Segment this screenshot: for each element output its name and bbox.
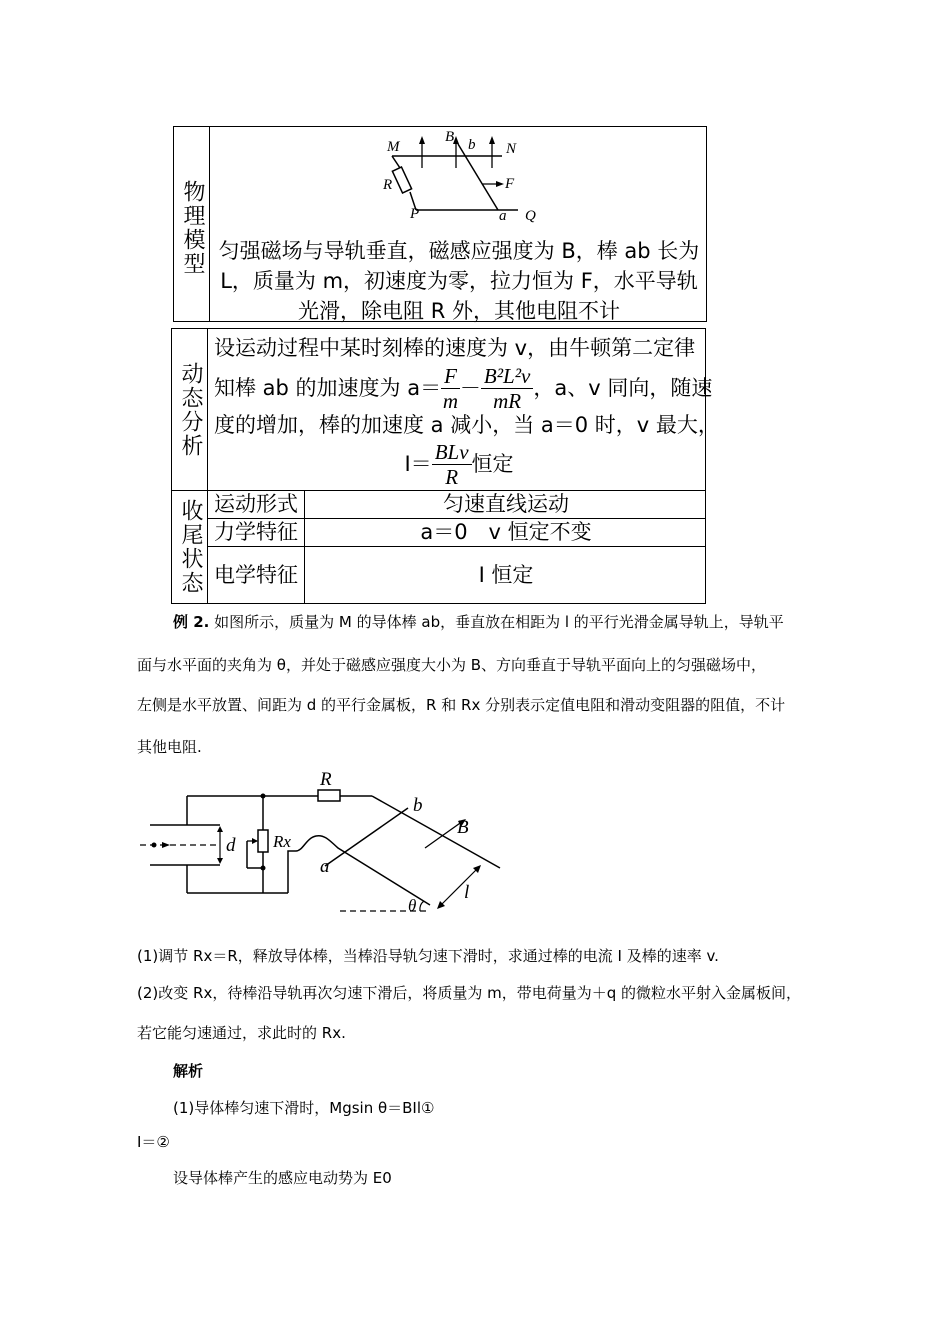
circuit-label-d: d bbox=[226, 835, 236, 856]
table2-col-divider bbox=[304, 490, 305, 604]
model-desc-line1: 匀强磁场与导轨垂直，磁感应强度为 B，棒 ab 长为 bbox=[218, 239, 700, 263]
example-line1-text: 如图所示，质量为 M 的导体棒 ab，垂直放在相距为 l 的平行光滑金属导轨上，导轨平 bbox=[214, 613, 784, 631]
end-row-label-1: 运动形式 bbox=[214, 492, 298, 516]
label-M: M bbox=[387, 139, 400, 155]
label-b: b bbox=[468, 137, 476, 153]
example-line3: 左侧是水平放置、间距为 d 的平行金属板，R 和 Rx 分别表示定值电阻和滑动变阻器的阻值，不计 bbox=[137, 696, 786, 714]
fraction-F-over-m bbox=[441, 364, 460, 413]
label-a: a bbox=[499, 208, 507, 224]
solution-step-1: (1)导体棒匀速下滑时，Mgsin θ＝BIl① bbox=[173, 1099, 435, 1117]
frac3-num: BLv bbox=[432, 440, 472, 465]
circuit-label-a: a bbox=[320, 856, 330, 877]
solution-step-2: I＝② bbox=[137, 1133, 170, 1151]
frac2-den: mR bbox=[493, 388, 522, 413]
solution-step-3: 设导体棒产生的感应电动势为 E0 bbox=[173, 1169, 392, 1187]
circuit-label-l: l bbox=[464, 882, 470, 903]
end-row-label-3: 电学特征 bbox=[214, 563, 298, 587]
example-line2: 面与水平面的夹角为 θ，并处于磁感应强度大小为 B、方向垂直于导轨平面向上的匀强磁场中， bbox=[137, 656, 767, 674]
frac2-num: B²L²v bbox=[481, 364, 533, 389]
row-label-model: 物理模型 bbox=[180, 180, 205, 276]
dyn-line4-post: 恒定 bbox=[471, 451, 514, 476]
end-row-value-1: 匀速直线运动 bbox=[443, 492, 569, 516]
dyn-line2-post: ，a、v 同向，随速 bbox=[533, 375, 713, 400]
frac1-num: F bbox=[441, 364, 460, 389]
solution-heading: 解析 bbox=[173, 1062, 204, 1080]
dyn-line4-pre: I＝ bbox=[404, 451, 432, 476]
label-P: P bbox=[410, 206, 420, 222]
label-R: R bbox=[383, 177, 393, 193]
model-desc-line3: 光滑，除电阻 R 外，其他电阻不计 bbox=[298, 299, 620, 323]
circuit-label-Rx: Rx bbox=[273, 832, 291, 851]
end-row-value-2: a＝0 v 恒定不变 bbox=[420, 520, 592, 544]
label-B: B bbox=[445, 129, 455, 145]
circuit-label-theta: θ bbox=[408, 896, 417, 915]
dyn-line1: 设运动过程中某时刻棒的速度为 v，由牛顿第二定律 bbox=[214, 336, 696, 360]
fraction-B2L2v-over-mR bbox=[481, 364, 533, 413]
example-title: 例 2. bbox=[173, 613, 210, 631]
frac3-den: R bbox=[445, 464, 459, 489]
dyn-line4 bbox=[214, 438, 704, 490]
dyn-line3: 度的增加，棒的加速度 a 减小，当 a＝0 时，v 最大， bbox=[214, 413, 719, 437]
question-2-line2: 若它能匀速通过，求此时的 Rx. bbox=[137, 1024, 346, 1042]
dyn-line2-pre: 知棒 ab 的加速度为 a＝ bbox=[214, 375, 442, 400]
question-1: (1)调节 Rx＝R，释放导体棒，当棒沿导轨匀速下滑时，求通过棒的电流 I 及棒的速率 v. bbox=[137, 947, 719, 965]
table1-divider bbox=[209, 126, 210, 322]
label-N: N bbox=[506, 141, 517, 157]
row-label-end-state: 收尾状态 bbox=[178, 499, 203, 595]
label-F: F bbox=[505, 176, 515, 192]
question-2-line1: (2)改变 Rx，待棒沿导轨再次匀速下滑后，将质量为 m，带电荷量为＋q 的微粒水平射入金属板间， bbox=[137, 984, 801, 1002]
dyn-line2 bbox=[214, 360, 713, 416]
end-row-value-3: I 恒定 bbox=[478, 563, 534, 587]
circuit-label-b: b bbox=[413, 795, 423, 816]
circuit-label-R: R bbox=[320, 769, 332, 790]
minus-sign: － bbox=[459, 375, 481, 400]
example-line4: 其他电阻. bbox=[137, 738, 202, 756]
row-label-dynamics: 动态分析 bbox=[178, 362, 203, 458]
table2-divider bbox=[207, 328, 208, 604]
circuit-label-B: B bbox=[457, 817, 469, 838]
end-row-label-2: 力学特征 bbox=[214, 520, 298, 544]
fraction-BLv-over-R bbox=[432, 440, 472, 489]
example-line1 bbox=[173, 612, 873, 632]
model-desc-line2: L，质量为 m，初速度为零，拉力恒为 F，水平导轨 bbox=[220, 269, 698, 293]
label-Q: Q bbox=[525, 208, 536, 224]
frac1-den: m bbox=[442, 388, 459, 413]
